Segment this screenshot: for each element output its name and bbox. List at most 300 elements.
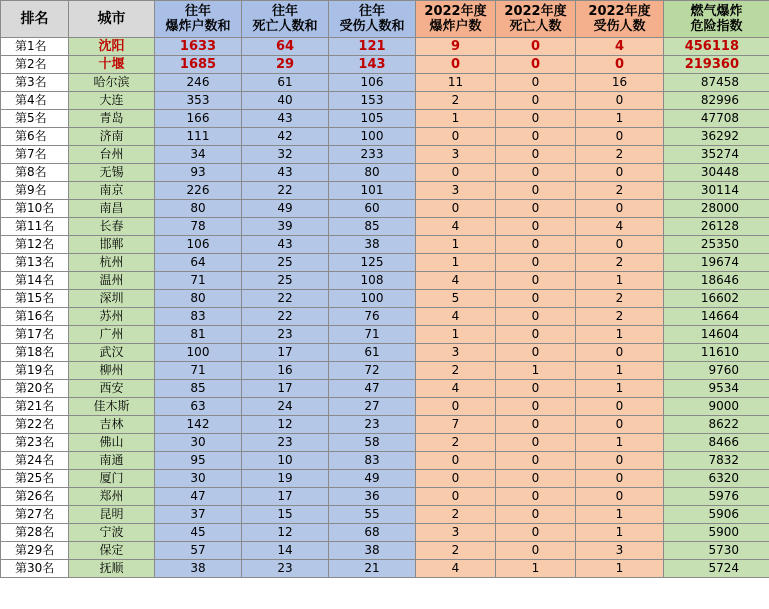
past-deaths-cell[interactable]: 29 <box>242 56 329 74</box>
rank-cell[interactable]: 第13名 <box>1 254 69 272</box>
past-explosions-cell[interactable]: 45 <box>155 524 242 542</box>
past-deaths-cell[interactable]: 17 <box>242 344 329 362</box>
city-cell[interactable]: 佛山 <box>69 434 155 452</box>
header-past-injuries[interactable]: 往年 受伤人数和 <box>329 1 416 38</box>
table-row <box>1 56 769 74</box>
past-deaths-cell[interactable]: 12 <box>242 416 329 434</box>
deaths-2022-cell[interactable]: 0 <box>496 524 576 542</box>
injuries-2022-cell[interactable]: 1 <box>576 434 664 452</box>
past-injuries-cell[interactable]: 233 <box>329 146 416 164</box>
past-explosions-cell[interactable]: 100 <box>155 344 242 362</box>
past-injuries-cell[interactable]: 38 <box>329 236 416 254</box>
rank-cell[interactable]: 第14名 <box>1 272 69 290</box>
table-row <box>1 146 769 164</box>
injuries-2022-cell[interactable]: 1 <box>576 506 664 524</box>
table-row <box>1 398 769 416</box>
past-deaths-cell[interactable]: 25 <box>242 254 329 272</box>
deaths-2022-cell[interactable]: 1 <box>496 362 576 380</box>
explosions-2022-cell[interactable]: 0 <box>416 470 496 488</box>
explosions-2022-cell[interactable]: 0 <box>416 56 496 74</box>
past-explosions-cell[interactable]: 57 <box>155 542 242 560</box>
rank-cell[interactable]: 第8名 <box>1 164 69 182</box>
past-deaths-cell[interactable]: 43 <box>242 110 329 128</box>
explosions-2022-cell[interactable]: 4 <box>416 308 496 326</box>
risk-index-cell[interactable]: 5976 <box>664 488 769 506</box>
table-row <box>1 128 769 146</box>
risk-index-cell[interactable]: 14604 <box>664 326 769 344</box>
header-2022-deaths[interactable]: 2022年度 死亡人数 <box>496 1 576 38</box>
rank-cell[interactable]: 第20名 <box>1 380 69 398</box>
past-deaths-cell[interactable]: 64 <box>242 38 329 56</box>
explosions-2022-cell[interactable]: 1 <box>416 254 496 272</box>
risk-index-cell[interactable]: 5900 <box>664 524 769 542</box>
table-row <box>1 110 769 128</box>
city-cell[interactable]: 哈尔滨 <box>69 74 155 92</box>
explosions-2022-cell[interactable]: 3 <box>416 146 496 164</box>
past-deaths-cell[interactable]: 14 <box>242 542 329 560</box>
past-injuries-cell[interactable]: 36 <box>329 488 416 506</box>
explosions-2022-cell[interactable]: 3 <box>416 344 496 362</box>
city-cell[interactable]: 西安 <box>69 380 155 398</box>
city-cell[interactable]: 十堰 <box>69 56 155 74</box>
past-injuries-cell[interactable]: 106 <box>329 74 416 92</box>
past-deaths-cell[interactable]: 23 <box>242 434 329 452</box>
injuries-2022-cell[interactable]: 2 <box>576 146 664 164</box>
explosions-2022-cell[interactable]: 2 <box>416 506 496 524</box>
past-explosions-cell[interactable]: 85 <box>155 380 242 398</box>
header-city[interactable]: 城市 <box>69 1 155 38</box>
explosions-2022-cell[interactable]: 4 <box>416 560 496 578</box>
rank-cell[interactable]: 第18名 <box>1 344 69 362</box>
risk-index-cell[interactable]: 47708 <box>664 110 769 128</box>
risk-index-cell[interactable]: 30114 <box>664 182 769 200</box>
past-deaths-cell[interactable]: 61 <box>242 74 329 92</box>
explosions-2022-cell[interactable]: 9 <box>416 38 496 56</box>
injuries-2022-cell[interactable]: 1 <box>576 110 664 128</box>
injuries-2022-cell[interactable]: 1 <box>576 380 664 398</box>
header-2022-explosions[interactable]: 2022年度 爆炸户数 <box>416 1 496 38</box>
past-explosions-cell[interactable]: 37 <box>155 506 242 524</box>
past-explosions-cell[interactable]: 71 <box>155 362 242 380</box>
past-deaths-cell[interactable]: 39 <box>242 218 329 236</box>
deaths-2022-cell[interactable]: 0 <box>496 182 576 200</box>
header-past-deaths[interactable]: 往年 死亡人数和 <box>242 1 329 38</box>
explosions-2022-cell[interactable]: 0 <box>416 128 496 146</box>
past-injuries-cell[interactable]: 76 <box>329 308 416 326</box>
risk-index-cell[interactable]: 8466 <box>664 434 769 452</box>
city-cell[interactable]: 无锡 <box>69 164 155 182</box>
risk-index-cell[interactable]: 30448 <box>664 164 769 182</box>
deaths-2022-cell[interactable]: 0 <box>496 218 576 236</box>
risk-index-cell[interactable]: 14664 <box>664 308 769 326</box>
city-cell[interactable]: 深圳 <box>69 290 155 308</box>
risk-index-cell[interactable]: 6320 <box>664 470 769 488</box>
table-row <box>1 200 769 218</box>
injuries-2022-cell[interactable]: 2 <box>576 308 664 326</box>
deaths-2022-cell[interactable]: 0 <box>496 542 576 560</box>
table-row <box>1 182 769 200</box>
past-deaths-cell[interactable]: 19 <box>242 470 329 488</box>
past-injuries-cell[interactable]: 105 <box>329 110 416 128</box>
city-cell[interactable]: 苏州 <box>69 308 155 326</box>
past-explosions-cell[interactable]: 78 <box>155 218 242 236</box>
rank-cell[interactable]: 第7名 <box>1 146 69 164</box>
deaths-2022-cell[interactable]: 0 <box>496 452 576 470</box>
rank-cell[interactable]: 第23名 <box>1 434 69 452</box>
injuries-2022-cell[interactable]: 16 <box>576 74 664 92</box>
deaths-2022-cell[interactable]: 0 <box>496 74 576 92</box>
past-deaths-cell[interactable]: 43 <box>242 236 329 254</box>
past-deaths-cell[interactable]: 32 <box>242 146 329 164</box>
past-explosions-cell[interactable]: 64 <box>155 254 242 272</box>
risk-index-cell[interactable]: 26128 <box>664 218 769 236</box>
rank-cell[interactable]: 第3名 <box>1 74 69 92</box>
explosions-2022-cell[interactable]: 2 <box>416 434 496 452</box>
past-explosions-cell[interactable]: 34 <box>155 146 242 164</box>
table-row <box>1 434 769 452</box>
deaths-2022-cell[interactable]: 0 <box>496 164 576 182</box>
table-row <box>1 452 769 470</box>
injuries-2022-cell[interactable]: 0 <box>576 164 664 182</box>
past-injuries-cell[interactable]: 23 <box>329 416 416 434</box>
rank-cell[interactable]: 第1名 <box>1 38 69 56</box>
past-explosions-cell[interactable]: 38 <box>155 560 242 578</box>
past-deaths-cell[interactable]: 40 <box>242 92 329 110</box>
deaths-2022-cell[interactable]: 1 <box>496 560 576 578</box>
rank-cell[interactable]: 第17名 <box>1 326 69 344</box>
injuries-2022-cell[interactable]: 4 <box>576 38 664 56</box>
injuries-2022-cell[interactable]: 0 <box>576 236 664 254</box>
past-explosions-cell[interactable]: 83 <box>155 308 242 326</box>
risk-index-cell[interactable]: 456118 <box>664 38 769 56</box>
injuries-2022-cell[interactable]: 0 <box>576 470 664 488</box>
injuries-2022-cell[interactable]: 0 <box>576 398 664 416</box>
past-deaths-cell[interactable]: 23 <box>242 326 329 344</box>
explosions-2022-cell[interactable]: 0 <box>416 452 496 470</box>
risk-index-cell[interactable]: 18646 <box>664 272 769 290</box>
risk-index-cell[interactable]: 5724 <box>664 560 769 578</box>
explosions-2022-cell[interactable]: 0 <box>416 200 496 218</box>
deaths-2022-cell[interactable]: 0 <box>496 92 576 110</box>
city-cell[interactable]: 昆明 <box>69 506 155 524</box>
past-explosions-cell[interactable]: 95 <box>155 452 242 470</box>
deaths-2022-cell[interactable]: 0 <box>496 488 576 506</box>
table-row <box>1 560 769 578</box>
past-deaths-cell[interactable]: 16 <box>242 362 329 380</box>
injuries-2022-cell[interactable]: 0 <box>576 452 664 470</box>
deaths-2022-cell[interactable]: 0 <box>496 146 576 164</box>
past-explosions-cell[interactable]: 111 <box>155 128 242 146</box>
past-deaths-cell[interactable]: 17 <box>242 380 329 398</box>
risk-index-cell[interactable]: 19674 <box>664 254 769 272</box>
deaths-2022-cell[interactable]: 0 <box>496 398 576 416</box>
past-explosions-cell[interactable]: 226 <box>155 182 242 200</box>
past-explosions-cell[interactable]: 80 <box>155 290 242 308</box>
explosions-2022-cell[interactable]: 0 <box>416 164 496 182</box>
past-deaths-cell[interactable]: 23 <box>242 560 329 578</box>
city-cell[interactable]: 沈阳 <box>69 38 155 56</box>
rank-cell[interactable]: 第21名 <box>1 398 69 416</box>
risk-index-cell[interactable]: 8622 <box>664 416 769 434</box>
rank-cell[interactable]: 第27名 <box>1 506 69 524</box>
city-cell[interactable]: 佳木斯 <box>69 398 155 416</box>
deaths-2022-cell[interactable]: 0 <box>496 470 576 488</box>
past-explosions-cell[interactable]: 81 <box>155 326 242 344</box>
past-deaths-cell[interactable]: 10 <box>242 452 329 470</box>
rank-cell[interactable]: 第10名 <box>1 200 69 218</box>
rank-cell[interactable]: 第15名 <box>1 290 69 308</box>
past-deaths-cell[interactable]: 22 <box>242 182 329 200</box>
risk-index-cell[interactable]: 5730 <box>664 542 769 560</box>
rank-cell[interactable]: 第26名 <box>1 488 69 506</box>
injuries-2022-cell[interactable]: 1 <box>576 272 664 290</box>
header-past-explosions[interactable]: 往年 爆炸户数和 <box>155 1 242 38</box>
past-explosions-cell[interactable]: 246 <box>155 74 242 92</box>
explosions-2022-cell[interactable]: 4 <box>416 218 496 236</box>
risk-index-cell[interactable]: 219360 <box>664 56 769 74</box>
past-explosions-cell[interactable]: 63 <box>155 398 242 416</box>
deaths-2022-cell[interactable]: 0 <box>496 290 576 308</box>
past-explosions-cell[interactable]: 142 <box>155 416 242 434</box>
rank-cell[interactable]: 第25名 <box>1 470 69 488</box>
risk-index-cell[interactable]: 9534 <box>664 380 769 398</box>
deaths-2022-cell[interactable]: 0 <box>496 344 576 362</box>
injuries-2022-cell[interactable]: 2 <box>576 290 664 308</box>
risk-index-cell[interactable]: 11610 <box>664 344 769 362</box>
risk-index-cell[interactable]: 28000 <box>664 200 769 218</box>
past-explosions-cell[interactable]: 71 <box>155 272 242 290</box>
past-injuries-cell[interactable]: 71 <box>329 326 416 344</box>
injuries-2022-cell[interactable]: 0 <box>576 92 664 110</box>
injuries-2022-cell[interactable]: 2 <box>576 254 664 272</box>
rank-cell[interactable]: 第6名 <box>1 128 69 146</box>
deaths-2022-cell[interactable]: 0 <box>496 254 576 272</box>
explosions-2022-cell[interactable]: 0 <box>416 488 496 506</box>
deaths-2022-cell[interactable]: 0 <box>496 236 576 254</box>
rank-cell[interactable]: 第12名 <box>1 236 69 254</box>
injuries-2022-cell[interactable]: 2 <box>576 182 664 200</box>
explosions-2022-cell[interactable]: 2 <box>416 362 496 380</box>
city-cell[interactable]: 杭州 <box>69 254 155 272</box>
city-cell[interactable]: 郑州 <box>69 488 155 506</box>
table-row <box>1 362 769 380</box>
injuries-2022-cell[interactable]: 1 <box>576 362 664 380</box>
past-injuries-cell[interactable]: 100 <box>329 128 416 146</box>
rank-cell[interactable]: 第16名 <box>1 308 69 326</box>
explosions-2022-cell[interactable]: 4 <box>416 380 496 398</box>
table-row <box>1 236 769 254</box>
past-injuries-cell[interactable]: 55 <box>329 506 416 524</box>
rank-cell[interactable]: 第5名 <box>1 110 69 128</box>
injuries-2022-cell[interactable]: 0 <box>576 344 664 362</box>
past-deaths-cell[interactable]: 49 <box>242 200 329 218</box>
past-deaths-cell[interactable]: 15 <box>242 506 329 524</box>
city-cell[interactable]: 宁波 <box>69 524 155 542</box>
city-cell[interactable]: 广州 <box>69 326 155 344</box>
table-row <box>1 416 769 434</box>
rank-cell[interactable]: 第29名 <box>1 542 69 560</box>
past-injuries-cell[interactable]: 83 <box>329 452 416 470</box>
risk-index-cell[interactable]: 25350 <box>664 236 769 254</box>
risk-index-cell[interactable]: 16602 <box>664 290 769 308</box>
past-deaths-cell[interactable]: 17 <box>242 488 329 506</box>
risk-index-cell[interactable]: 5906 <box>664 506 769 524</box>
city-cell[interactable]: 南通 <box>69 452 155 470</box>
city-cell[interactable]: 长春 <box>69 218 155 236</box>
injuries-2022-cell[interactable]: 0 <box>576 200 664 218</box>
past-explosions-cell[interactable]: 353 <box>155 92 242 110</box>
deaths-2022-cell[interactable]: 0 <box>496 416 576 434</box>
city-cell[interactable]: 柳州 <box>69 362 155 380</box>
explosions-2022-cell[interactable]: 1 <box>416 110 496 128</box>
past-injuries-cell[interactable]: 85 <box>329 218 416 236</box>
injuries-2022-cell[interactable]: 1 <box>576 524 664 542</box>
rank-cell[interactable]: 第19名 <box>1 362 69 380</box>
header-risk-index[interactable]: 燃气爆炸 危险指数 <box>664 1 769 38</box>
explosions-2022-cell[interactable]: 4 <box>416 272 496 290</box>
past-explosions-cell[interactable]: 30 <box>155 470 242 488</box>
deaths-2022-cell[interactable]: 0 <box>496 128 576 146</box>
city-cell[interactable]: 南昌 <box>69 200 155 218</box>
injuries-2022-cell[interactable]: 1 <box>576 560 664 578</box>
city-cell[interactable]: 厦门 <box>69 470 155 488</box>
explosions-2022-cell[interactable]: 5 <box>416 290 496 308</box>
deaths-2022-cell[interactable]: 0 <box>496 434 576 452</box>
past-deaths-cell[interactable]: 12 <box>242 524 329 542</box>
city-cell[interactable]: 台州 <box>69 146 155 164</box>
deaths-2022-cell[interactable]: 0 <box>496 272 576 290</box>
header-row <box>1 1 769 38</box>
city-cell[interactable]: 保定 <box>69 542 155 560</box>
explosions-2022-cell[interactable]: 11 <box>416 74 496 92</box>
past-explosions-cell[interactable]: 106 <box>155 236 242 254</box>
rank-cell[interactable]: 第24名 <box>1 452 69 470</box>
rank-cell[interactable]: 第4名 <box>1 92 69 110</box>
rank-cell[interactable]: 第2名 <box>1 56 69 74</box>
past-injuries-cell[interactable]: 27 <box>329 398 416 416</box>
explosions-2022-cell[interactable]: 0 <box>416 398 496 416</box>
city-cell[interactable]: 邯郸 <box>69 236 155 254</box>
deaths-2022-cell[interactable]: 0 <box>496 308 576 326</box>
past-injuries-cell[interactable]: 61 <box>329 344 416 362</box>
rank-cell[interactable]: 第9名 <box>1 182 69 200</box>
risk-index-cell[interactable]: 9000 <box>664 398 769 416</box>
past-explosions-cell[interactable]: 30 <box>155 434 242 452</box>
past-injuries-cell[interactable]: 72 <box>329 362 416 380</box>
past-injuries-cell[interactable]: 108 <box>329 272 416 290</box>
rank-cell[interactable]: 第11名 <box>1 218 69 236</box>
city-cell[interactable]: 吉林 <box>69 416 155 434</box>
rank-cell[interactable]: 第28名 <box>1 524 69 542</box>
city-cell[interactable]: 抚顺 <box>69 560 155 578</box>
injuries-2022-cell[interactable]: 3 <box>576 542 664 560</box>
table-row <box>1 524 769 542</box>
past-deaths-cell[interactable]: 24 <box>242 398 329 416</box>
injuries-2022-cell[interactable]: 1 <box>576 326 664 344</box>
table-row <box>1 92 769 110</box>
city-cell[interactable]: 大连 <box>69 92 155 110</box>
injuries-2022-cell[interactable]: 0 <box>576 488 664 506</box>
city-cell[interactable]: 武汉 <box>69 344 155 362</box>
table-body <box>1 38 769 578</box>
past-injuries-cell[interactable]: 47 <box>329 380 416 398</box>
deaths-2022-cell[interactable]: 0 <box>496 56 576 74</box>
explosions-2022-cell[interactable]: 3 <box>416 182 496 200</box>
past-explosions-cell[interactable]: 93 <box>155 164 242 182</box>
past-injuries-cell[interactable]: 80 <box>329 164 416 182</box>
past-injuries-cell[interactable]: 125 <box>329 254 416 272</box>
rank-cell[interactable]: 第30名 <box>1 560 69 578</box>
explosions-2022-cell[interactable]: 1 <box>416 326 496 344</box>
past-injuries-cell[interactable]: 49 <box>329 470 416 488</box>
past-injuries-cell[interactable]: 68 <box>329 524 416 542</box>
past-injuries-cell[interactable]: 121 <box>329 38 416 56</box>
explosions-2022-cell[interactable]: 1 <box>416 236 496 254</box>
deaths-2022-cell[interactable]: 0 <box>496 200 576 218</box>
city-cell[interactable]: 温州 <box>69 272 155 290</box>
deaths-2022-cell[interactable]: 0 <box>496 506 576 524</box>
past-explosions-cell[interactable]: 1685 <box>155 56 242 74</box>
deaths-2022-cell[interactable]: 0 <box>496 110 576 128</box>
table-row <box>1 164 769 182</box>
rank-cell[interactable]: 第22名 <box>1 416 69 434</box>
table-row <box>1 542 769 560</box>
past-injuries-cell[interactable]: 38 <box>329 542 416 560</box>
explosions-2022-cell[interactable]: 2 <box>416 542 496 560</box>
risk-index-cell[interactable]: 9760 <box>664 362 769 380</box>
city-cell[interactable]: 南京 <box>69 182 155 200</box>
risk-index-cell[interactable]: 35274 <box>664 146 769 164</box>
past-injuries-cell[interactable]: 153 <box>329 92 416 110</box>
risk-index-cell[interactable]: 36292 <box>664 128 769 146</box>
past-injuries-cell[interactable]: 143 <box>329 56 416 74</box>
past-deaths-cell[interactable]: 42 <box>242 128 329 146</box>
past-explosions-cell[interactable]: 80 <box>155 200 242 218</box>
past-injuries-cell[interactable]: 100 <box>329 290 416 308</box>
past-injuries-cell[interactable]: 60 <box>329 200 416 218</box>
risk-index-cell[interactable]: 82996 <box>664 92 769 110</box>
past-deaths-cell[interactable]: 22 <box>242 290 329 308</box>
injuries-2022-cell[interactable]: 0 <box>576 128 664 146</box>
deaths-2022-cell[interactable]: 0 <box>496 380 576 398</box>
injuries-2022-cell[interactable]: 0 <box>576 416 664 434</box>
past-explosions-cell[interactable]: 47 <box>155 488 242 506</box>
past-deaths-cell[interactable]: 25 <box>242 272 329 290</box>
past-injuries-cell[interactable]: 58 <box>329 434 416 452</box>
past-deaths-cell[interactable]: 43 <box>242 164 329 182</box>
explosions-2022-cell[interactable]: 3 <box>416 524 496 542</box>
table-row <box>1 380 769 398</box>
risk-index-cell[interactable]: 7832 <box>664 452 769 470</box>
city-cell[interactable]: 青岛 <box>69 110 155 128</box>
header-2022-injuries[interactable]: 2022年度 受伤人数 <box>576 1 664 38</box>
injuries-2022-cell[interactable]: 0 <box>576 56 664 74</box>
table-row <box>1 506 769 524</box>
deaths-2022-cell[interactable]: 0 <box>496 38 576 56</box>
past-injuries-cell[interactable]: 21 <box>329 560 416 578</box>
explosions-2022-cell[interactable]: 2 <box>416 92 496 110</box>
past-deaths-cell[interactable]: 22 <box>242 308 329 326</box>
past-explosions-cell[interactable]: 1633 <box>155 38 242 56</box>
past-explosions-cell[interactable]: 166 <box>155 110 242 128</box>
city-cell[interactable]: 济南 <box>69 128 155 146</box>
explosions-2022-cell[interactable]: 7 <box>416 416 496 434</box>
injuries-2022-cell[interactable]: 4 <box>576 218 664 236</box>
risk-index-cell[interactable]: 87458 <box>664 74 769 92</box>
header-rank[interactable]: 排名 <box>1 1 69 38</box>
deaths-2022-cell[interactable]: 0 <box>496 326 576 344</box>
past-injuries-cell[interactable]: 101 <box>329 182 416 200</box>
